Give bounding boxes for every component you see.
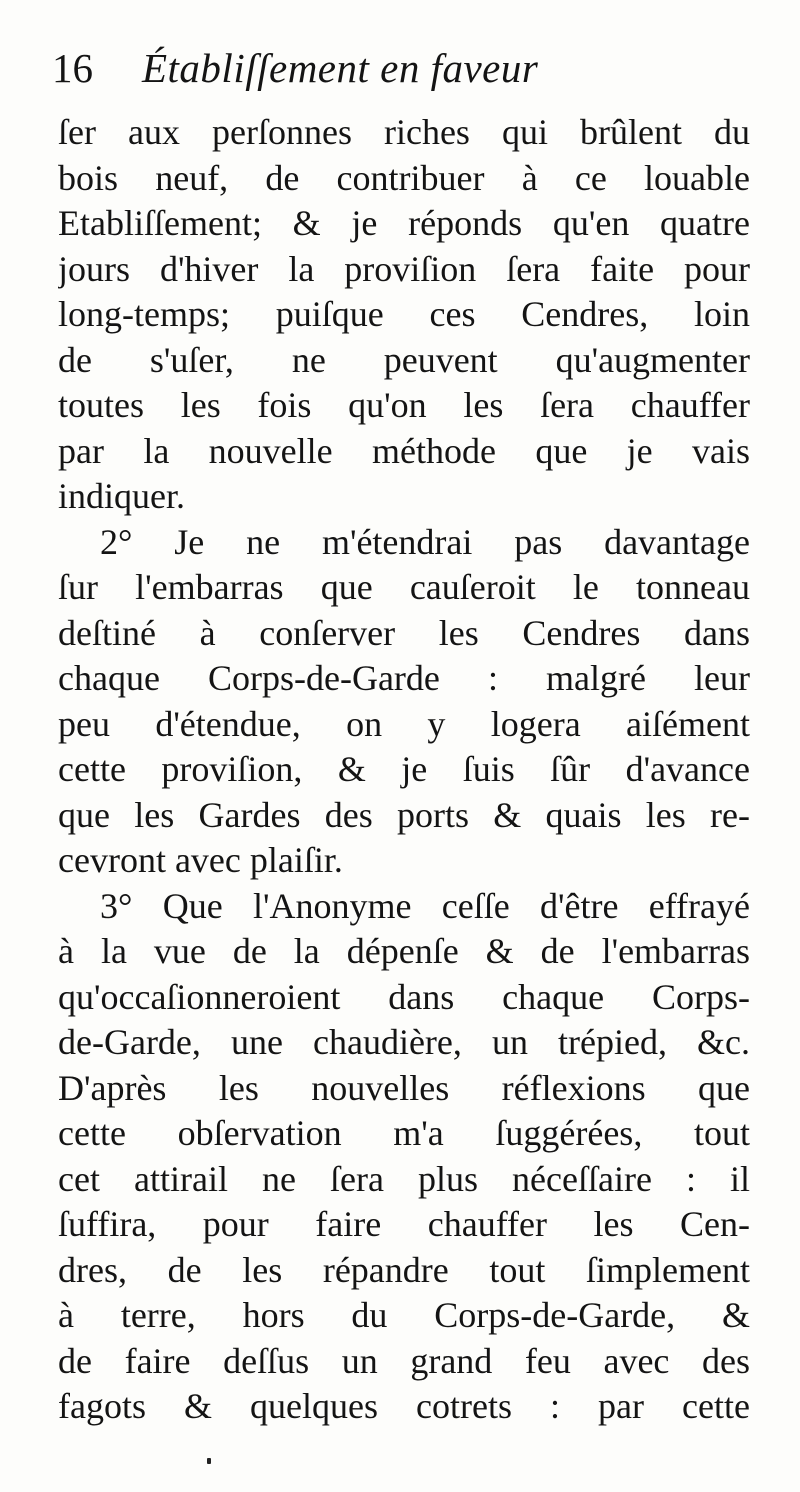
text-line: de-Garde, une chaudière, un trépied, &c. xyxy=(58,1022,750,1062)
text-line: qu'occaſionneroient dans chaque Corps- xyxy=(58,976,750,1017)
text-line: chaque Corps-de-Garde : malgré leur xyxy=(58,658,750,698)
text-line: bois neuf, de contribuer à ce louable xyxy=(58,157,750,198)
text-line: ſur l'embarras que cauſeroit le tonneau xyxy=(58,567,750,607)
text-line: à la vue de la dépenſe & de l'embarras xyxy=(58,931,750,971)
running-head xyxy=(52,38,752,98)
ink-speck xyxy=(207,1458,211,1464)
text-line: cette proviſion, & je ſuis ſûr d'avance xyxy=(58,749,750,789)
text-line: de faire deſſus un grand feu avec des xyxy=(58,1340,750,1381)
text-line: cette obſervation m'a ſuggérées, tout xyxy=(58,1113,750,1153)
paragraph-start-line: 3° Que l'Anonyme ceſſe d'être effrayé xyxy=(100,885,750,926)
text-line: deſtiné à conſerver les Cendres dans xyxy=(58,612,750,653)
text-line: à terre, hors du Corps-de-Garde, & xyxy=(58,1295,750,1335)
text-line: ſuffira, pour faire chauffer les Cen- xyxy=(58,1204,750,1244)
text-line: D'après les nouvelles réflexions que xyxy=(58,1067,750,1108)
text-line: toutes les fois qu'on les ſera chauffer xyxy=(58,385,750,425)
text-line: dres, de les répandre tout ſimplement xyxy=(58,1249,750,1290)
text-line: fagots & quelques cotrets : par cette xyxy=(58,1386,750,1426)
body-text xyxy=(58,110,750,1430)
paragraph-end-line: indiquer. xyxy=(58,476,185,516)
text-line: jours d'hiver la proviſion ſera faite pour xyxy=(58,248,750,289)
text-line: par la nouvelle méthode que je vais xyxy=(58,430,750,471)
running-title: Établiſſement en faveur xyxy=(142,45,539,91)
text-line: ſer aux perſonnes riches qui brûlent du xyxy=(58,112,750,152)
text-line: cet attirail ne ſera plus néceſſaire : il xyxy=(58,1158,750,1199)
text-line: de s'uſer, ne peuvent qu'augmenter xyxy=(58,339,750,380)
paragraph-end-line: cevront avec plaiſir. xyxy=(58,840,343,880)
page-number: 16 xyxy=(52,45,93,91)
text-line: peu d'étendue, on y logera aiſément xyxy=(58,703,750,744)
text-line: Etabliſſement; & je réponds qu'en quatre xyxy=(58,203,750,243)
paragraph-start-line: 2° Je ne m'étendrai pas davantage xyxy=(100,521,750,562)
text-line: que les Gardes des ports & quais les re- xyxy=(58,794,750,835)
text-line: long-temps; puiſque ces Cendres, loin xyxy=(58,294,750,334)
